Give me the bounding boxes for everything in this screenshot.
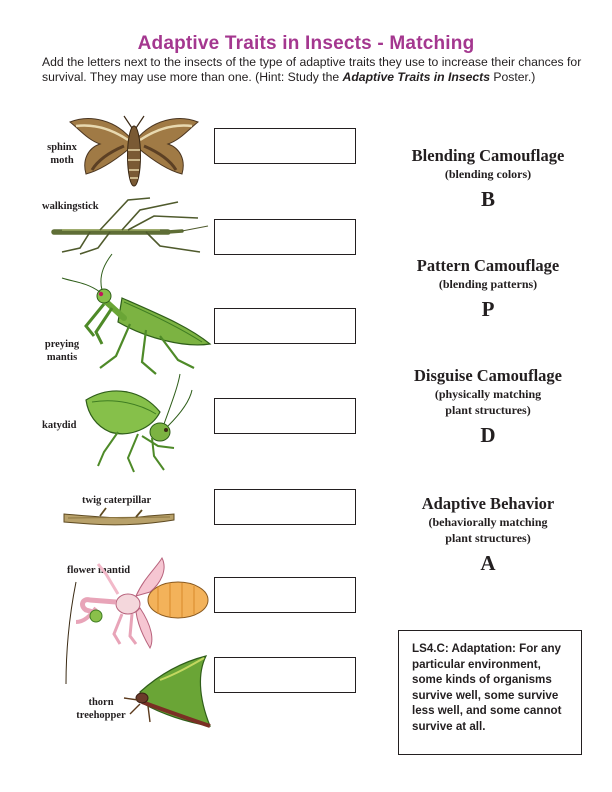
poster-name: Adaptive Traits in Insects (342, 70, 490, 84)
trait-letter: D (480, 423, 496, 447)
trait-disguise-camouflage (398, 366, 578, 447)
trait-pattern-camouflage (398, 256, 578, 321)
trait-name: Blending Camouflage (411, 146, 565, 165)
insect-label-walkingstick: walkingstick (42, 201, 99, 212)
trait-description: (blending patterns) (438, 277, 538, 291)
trait-description: (blending colors) (444, 167, 532, 181)
insect-label-katydid: katydid (42, 420, 77, 431)
science-standard-box: LS4.C: Adaptation: For any particular environment, some kinds of organisms survive well, some survive less well, and some cannot survive at all. (398, 630, 582, 755)
trait-name: Disguise Camouflage (413, 366, 563, 385)
worksheet-title: Adaptive Traits in Insects - Matching (137, 33, 475, 54)
sphinx-moth-illustration (66, 112, 202, 194)
answer-box-katydid[interactable] (214, 398, 356, 434)
answer-box-sphinx-moth[interactable] (214, 128, 356, 164)
trait-description: (behaviorally matching plant structures) (428, 515, 548, 545)
answer-box-walkingstick[interactable] (214, 219, 356, 255)
trait-name: Adaptive Behavior (421, 494, 555, 513)
insect-label-flower-mantid: flower mantid (67, 565, 131, 576)
trait-blending-camouflage (398, 146, 578, 211)
answer-box-thorn-treehopper[interactable] (214, 657, 356, 693)
katydid-illustration (82, 372, 196, 476)
insect-label-twig-caterpillar: twig caterpillar (82, 495, 152, 506)
insect-label-preying-mantis: preying mantis (44, 339, 80, 363)
answer-box-flower-mantid[interactable] (214, 577, 356, 613)
trait-letter: P (481, 297, 495, 321)
twig-caterpillar-illustration (60, 504, 178, 530)
thorn-treehopper-illustration (120, 652, 216, 734)
trait-description: (physically matching plant structures) (434, 387, 542, 417)
instructions: Add the letters next to the insects of the type of adaptive traits they use to increase their chances for survival. They may use more than one. (Hint: Study the Adaptive Traits in Insects Poster.) (42, 55, 582, 84)
trait-name: Pattern Camouflage (416, 256, 560, 275)
walkingstick-illustration (50, 196, 210, 258)
trait-letter: B (480, 187, 495, 211)
answer-box-twig-caterpillar[interactable] (214, 489, 356, 525)
answer-box-preying-mantis[interactable] (214, 308, 356, 344)
trait-letter: A (480, 551, 496, 575)
insect-label-sphinx-moth: sphinx moth (47, 142, 77, 166)
preying-mantis-illustration (60, 252, 214, 376)
trait-adaptive-behavior (398, 494, 578, 575)
insect-label-thorn-treehopper: thorn treehopper (76, 697, 126, 721)
